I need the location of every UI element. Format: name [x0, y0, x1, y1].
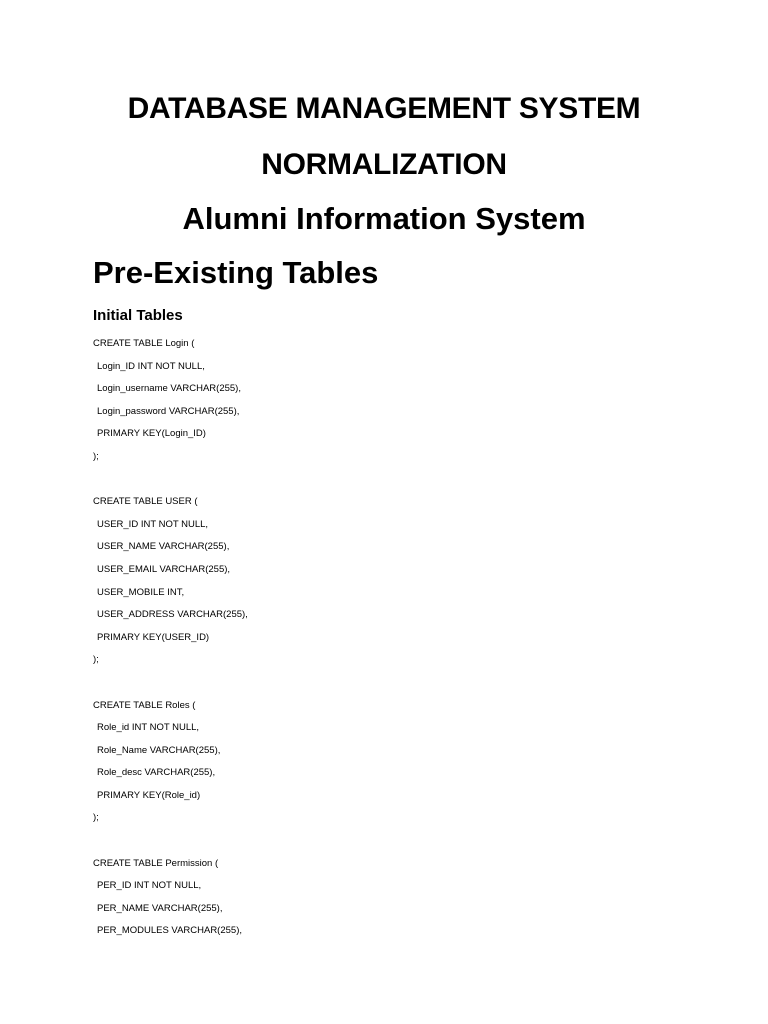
code-line: Login_password VARCHAR(255), [97, 405, 240, 417]
code-line-blank [93, 674, 693, 697]
code-line: USER_EMAIL VARCHAR(255), [97, 563, 231, 575]
section-heading-pre-existing-tables: Pre-Existing Tables [93, 255, 379, 290]
code-line: CREATE TABLE Roles ( [93, 699, 196, 711]
code-line: USER_NAME VARCHAR(255), [97, 541, 230, 553]
code-line: ); [93, 654, 99, 666]
code-line: Login_ID INT NOT NULL, [97, 360, 205, 372]
sub-heading-initial-tables: Initial Tables [93, 307, 183, 324]
document-subtitle: Alumni Information System [182, 201, 586, 236]
code-line: CREATE TABLE USER ( [93, 496, 198, 508]
code-line: Role_id INT NOT NULL, [97, 722, 200, 734]
code-line: PRIMARY KEY(USER_ID) [97, 631, 210, 643]
code-line: USER_ID INT NOT NULL, [97, 518, 209, 530]
code-line: PRIMARY KEY(Login_ID) [97, 428, 206, 440]
code-line-blank [93, 832, 693, 855]
code-line: ); [93, 812, 99, 824]
document-title-line-1: DATABASE MANAGEMENT SYSTEM [127, 92, 641, 125]
document-title-line-2: NORMALIZATION [261, 148, 507, 181]
code-line: CREATE TABLE Permission ( [93, 857, 219, 869]
code-line: PRIMARY KEY(Role_id) [97, 789, 201, 801]
code-line-blank [93, 471, 693, 494]
code-line: ); [93, 450, 99, 462]
code-line: Role_Name VARCHAR(255), [97, 744, 221, 756]
code-line: Login_username VARCHAR(255), [97, 383, 241, 395]
code-line: USER_ADDRESS VARCHAR(255), [97, 609, 248, 621]
code-line: USER_MOBILE INT, [97, 586, 185, 598]
code-line: CREATE TABLE Login ( [93, 338, 195, 349]
code-line: PER_ID INT NOT NULL, [97, 880, 202, 892]
code-line: PER_NAME VARCHAR(255), [97, 902, 223, 914]
sql-code-block [93, 335, 693, 945]
code-line: Role_desc VARCHAR(255), [97, 767, 216, 779]
code-line: PER_MODULES VARCHAR(255), [97, 925, 243, 937]
